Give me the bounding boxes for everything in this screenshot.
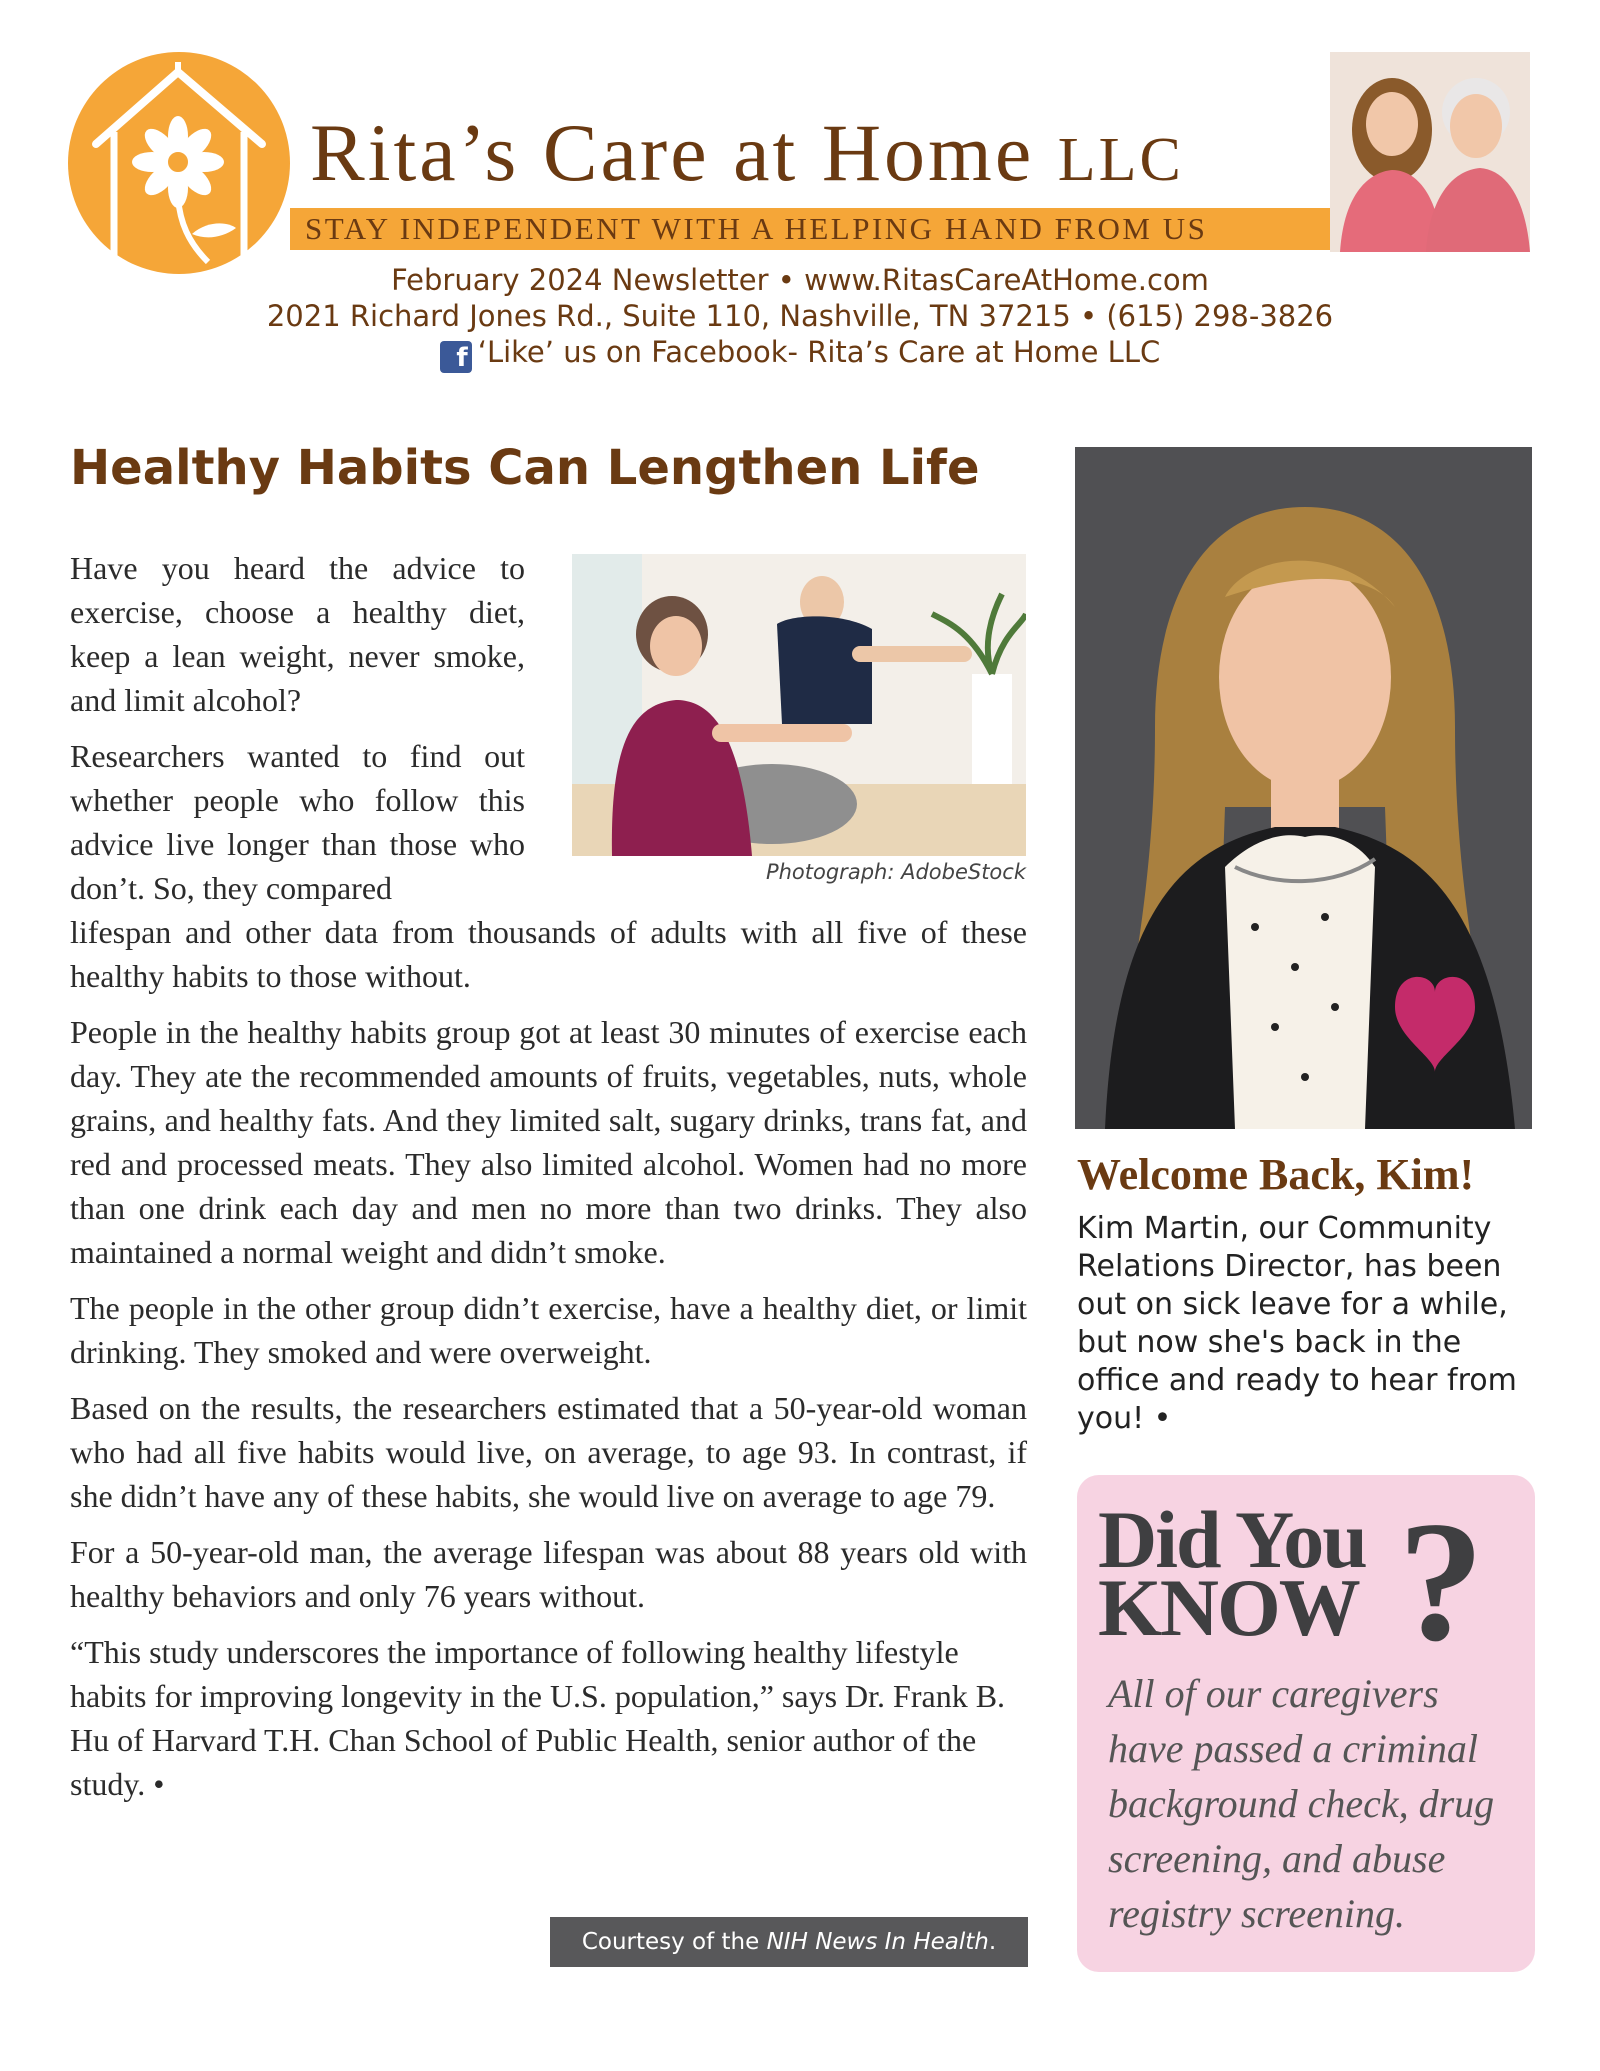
facebook-text[interactable]: ‘Like’ us on Facebook- Rita’s Care at Home LLC xyxy=(477,335,1161,369)
welcome-title: Welcome Back, Kim! xyxy=(1077,1150,1475,1199)
welcome-text: Kim Martin, our Community Relations Director, has been out on sick leave for a while, but now she's back in the office and ready to hear from you! • xyxy=(1077,1211,1517,1436)
article-paragraph-2-end: lifespan and other data from thousands of adults with all five of these healthy habits to those without. xyxy=(70,914,1027,994)
article-paragraph-5: Based on the results, the researchers estimated that a 50-year-old woman who had all five habits would live, on average, to age 93. In contrast, if she didn’t have any of these habits, she would live on average to age 79. xyxy=(70,1390,1027,1514)
facebook-line[interactable] xyxy=(0,334,1600,373)
article-paragraph-3: People in the healthy habits group got at least 30 minutes of exercise each day. They ate the recommended amounts of fruits, vegetables, nuts, whole grains, and healthy fats. And they limited salt, sugary drinks, trans fat, and red and processed meats. They also limited alcohol. Women had no more than one drink each day and men no more than two drinks. They also maintained a normal weight and didn’t smoke. xyxy=(70,1014,1027,1270)
courtesy-suffix: . xyxy=(988,1929,997,1955)
tagline: STAY INDEPENDENT WITH A HELPING HAND FROM US xyxy=(305,211,1208,246)
did-you-know-heading-2: KNOW xyxy=(1098,1562,1359,1653)
article-main-column xyxy=(70,910,1027,1818)
article-paragraph-1: Have you heard the advice to exercise, choose a healthy diet, keep a lean weight, never smoke, and limit alcohol? xyxy=(70,550,525,718)
address-line: 2021 Richard Jones Rd., Suite 110, Nashville, TN 37215 • (615) 298-3826 xyxy=(266,299,1334,333)
question-mark-icon: ? xyxy=(1398,1487,1484,1677)
brand-name xyxy=(310,107,1184,198)
exercise-photo xyxy=(572,554,1026,856)
newsletter-line: February 2024 Newsletter • www.RitasCareAtHome.com xyxy=(391,263,1209,297)
did-you-know-heading-1: Did You xyxy=(1098,1494,1366,1585)
article-paragraph-4: The people in the other group didn’t exercise, have a healthy diet, or limit drinking. They smoked and were overweight. xyxy=(70,1290,1027,1370)
did-you-know-text: All of our caregivers have passed a criminal background check, drug screening, and abuse registry screening. xyxy=(1108,1671,1495,1936)
article-paragraph-2-start: Researchers wanted to find out whether people who follow this advice live longer than those who don’t. So, they compared xyxy=(70,738,525,906)
kim-portrait-photo xyxy=(1075,447,1532,1129)
brand-main: Rita’s Care at Home xyxy=(310,107,1035,198)
article-paragraph-7: “This study underscores the importance of following healthy lifestyle habits for improving longevity in the U.S. population,” says Dr. Frank B. Hu of Harvard T.H. Chan School of Public Health, senior author of the study. • xyxy=(70,1634,1006,1802)
courtesy-source: NIH News In Health xyxy=(766,1929,989,1955)
courtesy-prefix: Courtesy of the xyxy=(581,1929,767,1955)
brand-suffix: LLC xyxy=(1057,126,1184,194)
header-family-photo xyxy=(1330,52,1530,252)
article-paragraph-6: For a 50-year-old man, the average lifespan was about 88 years old with healthy behaviors and only 76 years without. xyxy=(70,1534,1027,1614)
house-flower-logo-icon xyxy=(68,52,290,274)
photo-credit: Photograph: AdobeStock xyxy=(765,860,1026,884)
article-intro-column xyxy=(70,546,525,910)
facebook-icon[interactable]: f xyxy=(440,341,472,373)
article-title: Healthy Habits Can Lengthen Life xyxy=(70,440,980,496)
courtesy-banner xyxy=(550,1917,1028,1967)
